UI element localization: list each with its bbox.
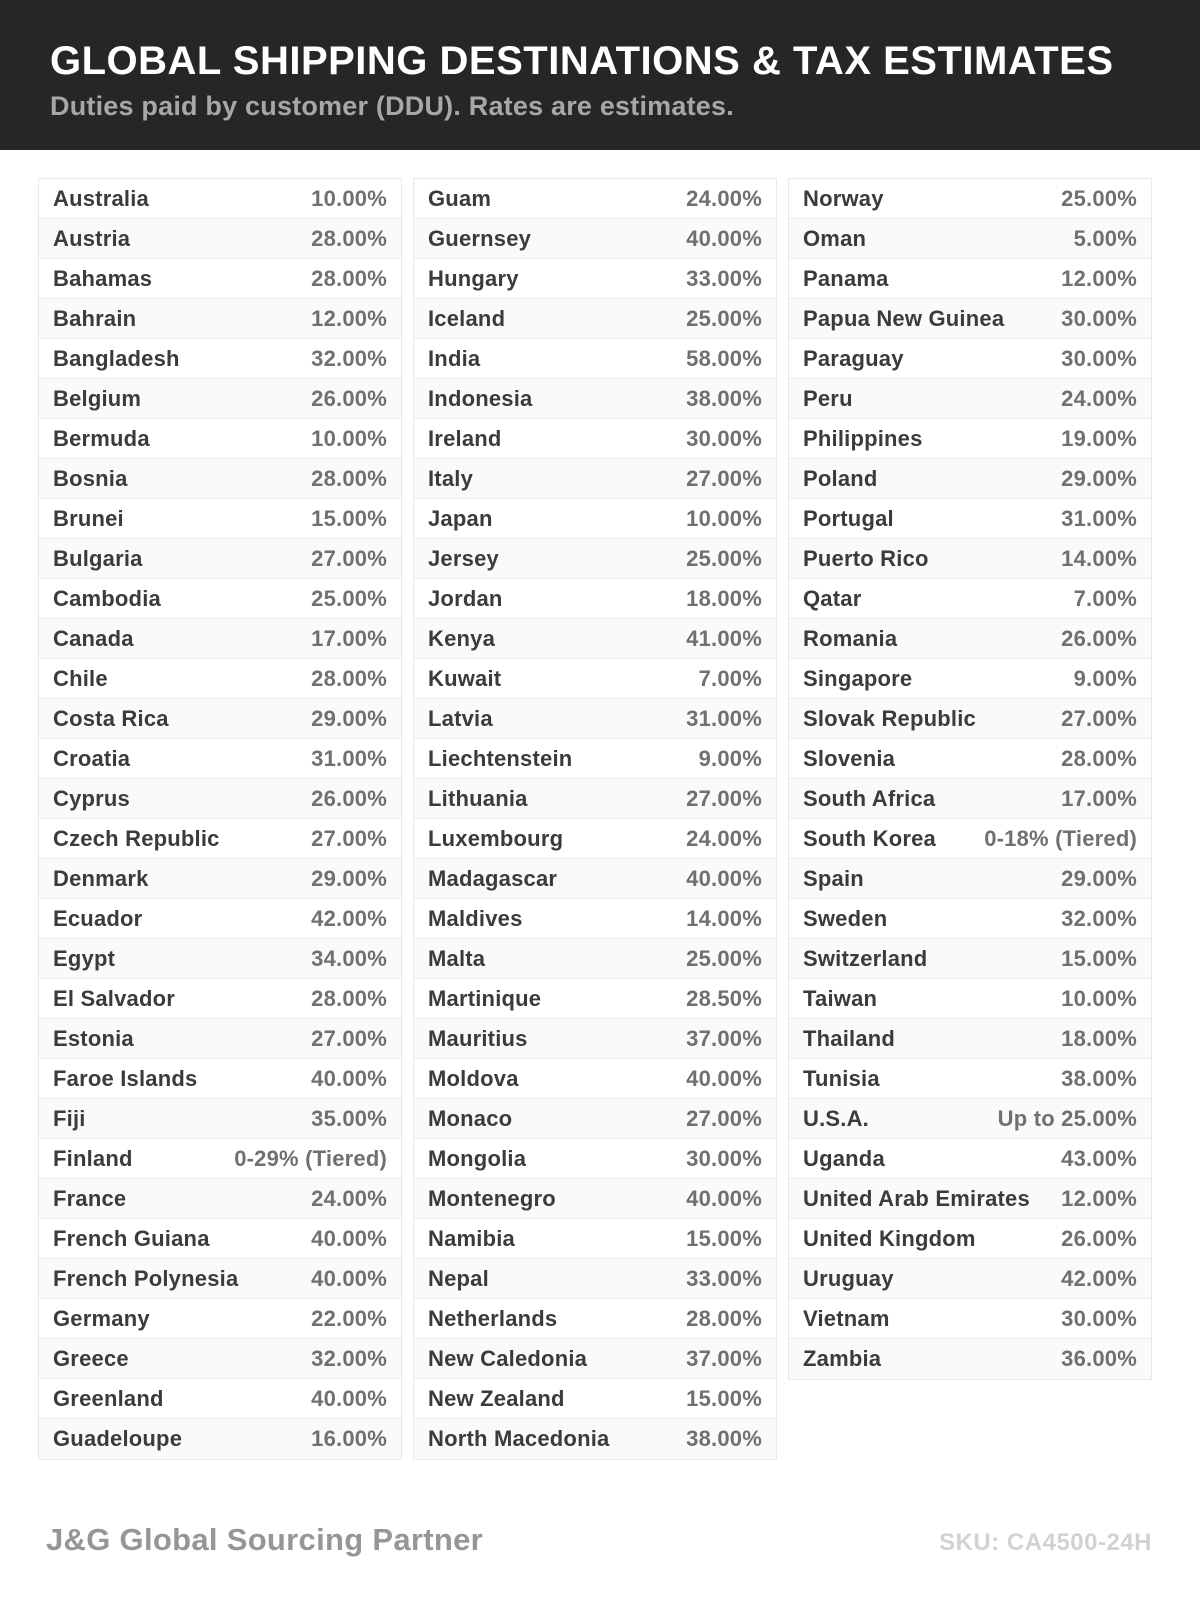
table-row [414, 459, 776, 499]
table-row [414, 219, 776, 259]
table-row [39, 259, 401, 299]
tax-rate: 10.00% [311, 185, 387, 211]
tax-rate: 27.00% [686, 465, 762, 491]
country-name: Ecuador [53, 905, 143, 931]
tax-rate: 33.00% [686, 265, 762, 291]
table-row [39, 1339, 401, 1379]
country-name: Guam [428, 185, 492, 211]
tax-rate: 27.00% [311, 825, 387, 851]
country-name: Slovak Republic [803, 705, 976, 731]
table-row [414, 1139, 776, 1179]
table-row [39, 1139, 401, 1179]
country-name: Sweden [803, 905, 888, 931]
table-row [414, 419, 776, 459]
table-row [789, 939, 1151, 979]
table-row [39, 1419, 401, 1459]
tax-rate: 28.00% [686, 1305, 762, 1331]
tax-rate: 26.00% [1061, 1225, 1137, 1251]
tax-rate: 25.00% [686, 305, 762, 331]
table-row [39, 1019, 401, 1059]
tax-rate: 28.00% [1061, 745, 1137, 771]
country-name: Bosnia [53, 465, 128, 491]
tax-rate: 26.00% [1061, 625, 1137, 651]
rate-column-3 [788, 178, 1152, 1380]
country-name: Japan [428, 505, 493, 531]
table-row [414, 1219, 776, 1259]
tax-rate: 16.00% [311, 1426, 387, 1451]
table-row [414, 1259, 776, 1299]
country-name: Uganda [803, 1145, 885, 1171]
table-row [39, 1299, 401, 1339]
table-row [789, 619, 1151, 659]
tax-rate: 32.00% [1061, 905, 1137, 931]
brand-name: J&G Global Sourcing Partner [46, 1522, 484, 1557]
tax-rate: 30.00% [1061, 305, 1137, 331]
table-row [39, 459, 401, 499]
tax-rate: 27.00% [686, 785, 762, 811]
country-name: Kuwait [428, 665, 502, 691]
tax-rate: 38.00% [686, 1426, 762, 1451]
tax-rate: 37.00% [686, 1025, 762, 1051]
table-row [789, 659, 1151, 699]
country-name: Singapore [803, 665, 913, 691]
country-name: Germany [53, 1305, 150, 1331]
table-row [414, 499, 776, 539]
table-row [789, 539, 1151, 579]
country-name: Bahrain [53, 305, 137, 331]
table-row [789, 1299, 1151, 1339]
country-name: Mauritius [428, 1025, 528, 1051]
country-name: Namibia [428, 1225, 515, 1251]
country-name: Maldives [428, 905, 523, 931]
table-row [39, 499, 401, 539]
country-name: Puerto Rico [803, 545, 929, 571]
table-row [414, 1179, 776, 1219]
country-name: Greece [53, 1345, 129, 1371]
table-row [414, 1339, 776, 1379]
tax-rate: 30.00% [686, 425, 762, 451]
table-row [39, 219, 401, 259]
tax-rate: 10.00% [1061, 985, 1137, 1011]
table-row [39, 739, 401, 779]
country-name: France [53, 1185, 127, 1211]
table-row [39, 579, 401, 619]
tax-rate: 41.00% [686, 625, 762, 651]
country-name: Kenya [428, 625, 496, 651]
tax-rate: 27.00% [1061, 705, 1137, 731]
table-row [414, 379, 776, 419]
country-name: Paraguay [803, 345, 904, 371]
tax-rate: 40.00% [686, 225, 762, 251]
header-banner [0, 0, 1200, 150]
table-row [789, 819, 1151, 859]
tax-rate: 28.00% [311, 985, 387, 1011]
tax-rate: Up to 25.00% [997, 1105, 1137, 1131]
tax-rate: 33.00% [686, 1265, 762, 1291]
country-name: Qatar [803, 585, 862, 611]
country-name: El Salvador [53, 985, 176, 1011]
page-subtitle: Duties paid by customer (DDU). Rates are estimates. [50, 91, 734, 121]
tax-rate: 7.00% [1073, 585, 1137, 611]
country-name: Bermuda [53, 425, 150, 451]
country-name: Nepal [428, 1265, 489, 1291]
tax-rate: 9.00% [1073, 665, 1137, 691]
tax-rate: 42.00% [311, 905, 387, 931]
country-name: Indonesia [428, 385, 533, 411]
table-row [789, 1219, 1151, 1259]
table-row [39, 339, 401, 379]
table-row [414, 1419, 776, 1459]
tax-rate: 25.00% [686, 545, 762, 571]
tax-rate: 18.00% [1061, 1025, 1137, 1051]
country-name: Italy [428, 465, 474, 491]
table-row [414, 899, 776, 939]
tax-rate: 7.00% [698, 665, 762, 691]
tax-rate: 58.00% [686, 345, 762, 371]
table-row [414, 939, 776, 979]
tax-rate: 10.00% [686, 505, 762, 531]
table-row [789, 739, 1151, 779]
country-name: Fiji [53, 1105, 86, 1131]
tax-rate: 40.00% [311, 1265, 387, 1291]
tax-rate: 28.50% [686, 985, 762, 1011]
tax-rate: 43.00% [1061, 1145, 1137, 1171]
sku-label: SKU: CA4500-24H [939, 1529, 1152, 1556]
table-row [39, 979, 401, 1019]
table-row [789, 379, 1151, 419]
country-name: Peru [803, 385, 853, 411]
country-name: Chile [53, 665, 108, 691]
tax-rate: 18.00% [686, 585, 762, 611]
table-row [789, 1019, 1151, 1059]
tax-rate: 17.00% [311, 625, 387, 651]
table-row [39, 819, 401, 859]
table-row [414, 179, 776, 219]
country-name: Slovenia [803, 745, 896, 771]
tax-rate: 24.00% [686, 185, 762, 211]
country-name: Tunisia [803, 1065, 880, 1091]
country-name: French Guiana [53, 1225, 210, 1251]
tax-rate: 5.00% [1073, 225, 1137, 251]
country-name: New Zealand [428, 1385, 565, 1411]
country-name: Liechtenstein [428, 745, 573, 771]
rate-column-1 [38, 178, 402, 1460]
table-row [39, 379, 401, 419]
table-row [414, 1059, 776, 1099]
table-row [789, 299, 1151, 339]
tax-rate: 40.00% [686, 1065, 762, 1091]
country-name: Portugal [803, 505, 894, 531]
country-name: Bahamas [53, 265, 153, 291]
country-name: Romania [803, 625, 898, 651]
country-name: Czech Republic [53, 825, 220, 851]
table-row [39, 1099, 401, 1139]
country-name: Faroe Islands [53, 1065, 198, 1091]
tax-rate: 14.00% [686, 905, 762, 931]
country-name: India [428, 345, 481, 371]
country-name: Norway [803, 185, 884, 211]
country-name: New Caledonia [428, 1345, 588, 1371]
country-name: U.S.A. [803, 1105, 869, 1131]
table-row [414, 299, 776, 339]
table-row [39, 859, 401, 899]
tax-rate: 31.00% [1061, 505, 1137, 531]
country-name: South Africa [803, 785, 936, 811]
country-name: Thailand [803, 1025, 896, 1051]
country-name: Malta [428, 945, 486, 971]
tax-rate: 27.00% [311, 545, 387, 571]
table-row [39, 419, 401, 459]
tax-rate: 29.00% [311, 705, 387, 731]
table-row [789, 499, 1151, 539]
tax-rate: 26.00% [311, 385, 387, 411]
country-name: Bulgaria [53, 545, 143, 571]
tax-rate: 27.00% [686, 1105, 762, 1131]
tax-rate: 36.00% [1061, 1346, 1137, 1371]
page-title: GLOBAL SHIPPING DESTINATIONS & TAX ESTIMATES [50, 39, 1114, 83]
table-row [789, 859, 1151, 899]
country-name: Bangladesh [53, 345, 180, 371]
tax-rate: 40.00% [311, 1065, 387, 1091]
country-name: Papua New Guinea [803, 305, 1005, 331]
tax-rate: 15.00% [1061, 945, 1137, 971]
tax-rate: 0-18% (Tiered) [984, 825, 1137, 851]
country-name: Cyprus [53, 785, 130, 811]
table-row [789, 219, 1151, 259]
country-name: Madagascar [428, 865, 558, 891]
table-row [414, 859, 776, 899]
country-name: Guernsey [428, 225, 532, 251]
footer [0, 1522, 1200, 1558]
tax-rate: 31.00% [686, 705, 762, 731]
table-row [414, 1019, 776, 1059]
country-name: Montenegro [428, 1185, 556, 1211]
table-row [789, 1139, 1151, 1179]
tax-rate: 24.00% [311, 1185, 387, 1211]
tax-rate: 40.00% [686, 1185, 762, 1211]
country-name: Taiwan [803, 985, 878, 1011]
table-row [789, 579, 1151, 619]
tax-rate: 37.00% [686, 1345, 762, 1371]
table-row [39, 939, 401, 979]
tax-rate: 32.00% [311, 345, 387, 371]
tax-rate: 17.00% [1061, 785, 1137, 811]
tax-rate: 12.00% [1061, 1185, 1137, 1211]
country-name: Latvia [428, 705, 493, 731]
table-row [414, 979, 776, 1019]
table-row [39, 539, 401, 579]
tax-rate: 31.00% [311, 745, 387, 771]
country-name: Moldova [428, 1065, 519, 1091]
table-row [39, 1179, 401, 1219]
table-row [39, 1259, 401, 1299]
tax-rate: 25.00% [686, 945, 762, 971]
table-row [789, 459, 1151, 499]
country-name: Uruguay [803, 1265, 894, 1291]
tax-rate: 25.00% [1061, 185, 1137, 211]
country-name: Greenland [53, 1385, 164, 1411]
country-name: French Polynesia [53, 1265, 239, 1291]
country-name: Oman [803, 225, 867, 251]
tax-rate: 30.00% [1061, 345, 1137, 371]
country-name: Philippines [803, 425, 923, 451]
country-name: Jersey [428, 545, 499, 571]
country-name: Costa Rica [53, 705, 169, 731]
table-row [789, 1179, 1151, 1219]
table-row [39, 1379, 401, 1419]
country-name: Spain [803, 865, 864, 891]
country-name: Estonia [53, 1025, 134, 1051]
country-name: South Korea [803, 825, 936, 851]
tax-rate: 24.00% [1061, 385, 1137, 411]
tax-rate: 40.00% [311, 1385, 387, 1411]
table-row [414, 819, 776, 859]
table-row [39, 699, 401, 739]
country-name: Lithuania [428, 785, 528, 811]
country-name: Mongolia [428, 1145, 527, 1171]
tax-rate: 35.00% [311, 1105, 387, 1131]
country-name: Monaco [428, 1105, 513, 1131]
table-row [789, 899, 1151, 939]
country-name: Austria [53, 225, 131, 251]
table-row [789, 1099, 1151, 1139]
tax-rate: 29.00% [1061, 465, 1137, 491]
tax-rate: 22.00% [311, 1305, 387, 1331]
tax-rate: 26.00% [311, 785, 387, 811]
tax-rate: 30.00% [1061, 1305, 1137, 1331]
tax-rate: 0-29% (Tiered) [234, 1145, 387, 1171]
rate-column-2 [413, 178, 777, 1460]
tax-rate: 9.00% [698, 745, 762, 771]
country-name: Switzerland [803, 945, 928, 971]
country-name: Finland [53, 1145, 133, 1171]
country-name: Netherlands [428, 1305, 558, 1331]
tax-rate: 15.00% [311, 505, 387, 531]
table-row [414, 539, 776, 579]
country-name: Martinique [428, 985, 542, 1011]
table-row [789, 419, 1151, 459]
table-row [39, 659, 401, 699]
country-name: North Macedonia [428, 1426, 610, 1451]
country-name: Zambia [803, 1346, 882, 1371]
country-name: Ireland [428, 425, 502, 451]
country-name: Canada [53, 625, 134, 651]
country-name: Egypt [53, 945, 116, 971]
table-row [39, 619, 401, 659]
country-name: Belgium [53, 385, 142, 411]
table-row [414, 659, 776, 699]
table-row [39, 299, 401, 339]
tax-rate: 25.00% [311, 585, 387, 611]
table-row [414, 699, 776, 739]
table-row [39, 179, 401, 219]
tax-rate: 15.00% [686, 1385, 762, 1411]
table-row [789, 1059, 1151, 1099]
country-name: Iceland [428, 305, 506, 331]
tax-rate: 40.00% [686, 865, 762, 891]
tax-rate: 10.00% [311, 425, 387, 451]
table-row [39, 1059, 401, 1099]
table-row [789, 179, 1151, 219]
tax-rate: 40.00% [311, 1225, 387, 1251]
table-row [414, 739, 776, 779]
tax-rate: 30.00% [686, 1145, 762, 1171]
tax-rate: 28.00% [311, 665, 387, 691]
table-row [39, 899, 401, 939]
tax-rate: 28.00% [311, 465, 387, 491]
tax-rate: 28.00% [311, 265, 387, 291]
tax-rate: 34.00% [311, 945, 387, 971]
country-name: Brunei [53, 505, 124, 531]
tax-rate: 29.00% [311, 865, 387, 891]
country-name: United Arab Emirates [803, 1185, 1030, 1211]
tax-rate: 12.00% [311, 305, 387, 331]
table-row [789, 339, 1151, 379]
country-name: Jordan [428, 585, 503, 611]
country-name: Panama [803, 265, 889, 291]
country-name: Poland [803, 465, 878, 491]
tax-rate: 28.00% [311, 225, 387, 251]
table-row [414, 779, 776, 819]
table-row [789, 1339, 1151, 1379]
table-row [789, 1259, 1151, 1299]
tax-rate: 38.00% [1061, 1065, 1137, 1091]
country-name: Vietnam [803, 1305, 890, 1331]
country-name: Hungary [428, 265, 519, 291]
table-row [39, 779, 401, 819]
country-name: Luxembourg [428, 825, 564, 851]
tax-rate: 38.00% [686, 385, 762, 411]
tax-rate: 27.00% [311, 1025, 387, 1051]
tax-rate: 19.00% [1061, 425, 1137, 451]
tax-rate: 15.00% [686, 1225, 762, 1251]
table-row [39, 1219, 401, 1259]
table-row [414, 579, 776, 619]
table-row [414, 1379, 776, 1419]
country-name: Guadeloupe [53, 1426, 183, 1451]
country-name: United Kingdom [803, 1225, 976, 1251]
tax-rate: 14.00% [1061, 545, 1137, 571]
table-row [789, 259, 1151, 299]
table-row [789, 979, 1151, 1019]
table-row [414, 259, 776, 299]
table-row [414, 619, 776, 659]
table-row [789, 699, 1151, 739]
country-name: Australia [53, 185, 149, 211]
tax-rate: 29.00% [1061, 865, 1137, 891]
tax-rate: 24.00% [686, 825, 762, 851]
rates-table [38, 178, 1152, 1460]
table-row [414, 339, 776, 379]
country-name: Cambodia [53, 585, 161, 611]
table-row [414, 1299, 776, 1339]
tax-rate: 42.00% [1061, 1265, 1137, 1291]
table-row [789, 779, 1151, 819]
country-name: Croatia [53, 745, 131, 771]
tax-rate: 12.00% [1061, 265, 1137, 291]
table-row [414, 1099, 776, 1139]
country-name: Denmark [53, 865, 149, 891]
tax-rate: 32.00% [311, 1345, 387, 1371]
